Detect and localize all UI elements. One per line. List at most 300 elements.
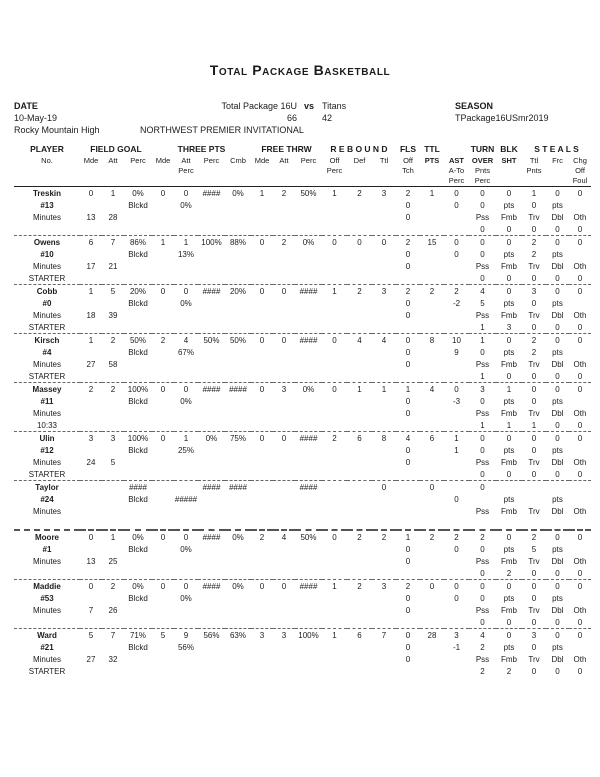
- player-number: #24: [40, 494, 54, 504]
- player-row-starter: [14, 223, 591, 236]
- spacer: [420, 493, 444, 505]
- ft-made: 0: [251, 285, 273, 298]
- spacer: [251, 665, 273, 677]
- player-row-sub: [14, 444, 591, 456]
- reb-def: 4: [347, 334, 372, 347]
- spacer: [295, 653, 322, 665]
- spacer: [174, 370, 198, 383]
- spacer: [80, 248, 102, 260]
- spacer: [152, 166, 174, 176]
- col-reb-off: Off: [329, 156, 340, 165]
- turn-pnts: 0: [480, 445, 485, 455]
- spacer: [322, 444, 347, 456]
- ast-ato: 0: [454, 544, 459, 554]
- spacer: [372, 616, 396, 629]
- spacer: [295, 616, 322, 629]
- spacer: [295, 166, 322, 176]
- spacer: [546, 166, 569, 176]
- spacer: [546, 176, 569, 187]
- spacer: [295, 543, 322, 555]
- spacer: [152, 641, 174, 653]
- game-info: [0, 101, 600, 141]
- pss-label: Pss: [475, 310, 490, 320]
- assists: 0: [444, 187, 469, 200]
- spacer: [225, 321, 251, 334]
- spacer: [273, 604, 295, 616]
- turn-pnts: 2: [480, 642, 485, 652]
- blocked-label: Blckd: [128, 593, 148, 603]
- spacer: [420, 370, 444, 383]
- spacer: [102, 543, 124, 555]
- dbl-label: Dbl: [551, 457, 564, 467]
- 3p-att-perc: 67%: [177, 347, 194, 357]
- spacer: [322, 309, 347, 321]
- spacer: [322, 370, 347, 383]
- spacer: [225, 555, 251, 567]
- reb-off: 1: [322, 580, 347, 593]
- spacer: [273, 468, 295, 481]
- fls-perc: 0: [405, 261, 411, 271]
- spacer: [372, 395, 396, 407]
- fls-tch: 0: [405, 298, 411, 308]
- spacer: [102, 166, 124, 176]
- spacer: [225, 166, 251, 176]
- player-row-main: [14, 629, 591, 642]
- fls-perc: 0: [405, 359, 411, 369]
- spacer: [322, 592, 347, 604]
- steals-ttl: 0: [522, 580, 546, 593]
- trv-label: Trv: [528, 359, 540, 369]
- starter-label: [14, 517, 80, 530]
- spacer: [569, 641, 591, 653]
- spacer: [569, 592, 591, 604]
- fg-made: 3: [80, 432, 102, 445]
- col-group-free-thrw: FREE THRW: [261, 144, 312, 154]
- spacer: [102, 616, 124, 629]
- col-fls-tch: Tch: [402, 166, 414, 175]
- spacer: [14, 166, 80, 176]
- reb-ttl: 0: [372, 236, 396, 249]
- fg-perc: 100%: [124, 383, 152, 396]
- spacer: [295, 176, 322, 187]
- player-number: #0: [42, 298, 52, 308]
- 3p-made: 2: [152, 334, 174, 347]
- spacer: [295, 297, 322, 309]
- 3p-cmb: 0%: [225, 580, 251, 593]
- player-number: #11: [40, 396, 54, 406]
- trv-value: 0: [531, 568, 537, 578]
- spacer: [273, 370, 295, 383]
- spacer: [174, 321, 198, 334]
- spacer: [420, 616, 444, 629]
- spacer: [152, 543, 174, 555]
- spacer: [295, 309, 322, 321]
- turn-pnts: 0: [480, 347, 485, 357]
- spacer: [372, 493, 396, 505]
- col-group-ttl: TTL: [424, 144, 440, 154]
- spacer: [198, 395, 225, 407]
- col-3p-att-perc: Perc: [178, 166, 194, 175]
- spacer: [444, 555, 469, 567]
- col-stl-ttl: Ttl: [529, 156, 539, 165]
- fg-att: 1: [102, 530, 124, 543]
- page-title: Total Package Basketball: [209, 62, 391, 78]
- spacer: [347, 543, 372, 555]
- spacer: [569, 493, 591, 505]
- fls-off: 2: [396, 285, 420, 298]
- dbl-value: 0: [555, 371, 560, 381]
- spacer: [273, 493, 295, 505]
- spacer: [372, 505, 396, 517]
- spacer: [420, 272, 444, 285]
- fmb-label: Fmb: [501, 506, 517, 516]
- trv-label: Trv: [528, 457, 540, 467]
- fmb-value: 0: [506, 617, 512, 627]
- spacer: [198, 321, 225, 334]
- trv-label: Trv: [528, 261, 540, 271]
- ft-made: 0: [251, 383, 273, 396]
- fls-perc: 0: [405, 457, 411, 467]
- ft-perc: ####: [295, 285, 322, 298]
- spacer: [80, 616, 102, 629]
- spacer: [225, 395, 251, 407]
- spacer: [225, 592, 251, 604]
- steals-ttl: 3: [522, 629, 546, 642]
- player-row-starter: [14, 272, 591, 285]
- 3p-made: 0: [152, 187, 174, 200]
- spacer: [152, 468, 174, 481]
- starter-label: STARTER: [28, 273, 66, 283]
- stl-pnts: 0: [531, 298, 537, 308]
- turn-pts-label: pts: [503, 544, 515, 554]
- fmb-value: 3: [506, 322, 512, 332]
- spacer: [295, 419, 322, 432]
- spacer: [251, 321, 273, 334]
- charges: 0: [569, 285, 591, 298]
- spacer: [124, 468, 152, 481]
- 3p-perc: ####: [198, 481, 225, 494]
- spacer: [80, 370, 102, 383]
- reb-off: 0: [322, 236, 347, 249]
- spacer: [273, 517, 295, 530]
- stl-pts-label: pts: [552, 445, 563, 455]
- turn-pnts: 0: [480, 200, 485, 210]
- fls-off: 4: [396, 432, 420, 445]
- spacer: [198, 407, 225, 419]
- spacer: [347, 395, 372, 407]
- spacer: [124, 211, 152, 223]
- spacer: [225, 444, 251, 456]
- spacer: [102, 272, 124, 285]
- reb-def: 2: [347, 580, 372, 593]
- turn-pts-label: pts: [503, 494, 515, 504]
- assists: 0: [444, 236, 469, 249]
- 3p-att: 0: [174, 285, 198, 298]
- fmb-label: Fmb: [501, 654, 517, 664]
- spacer: [347, 223, 372, 236]
- spacer: [444, 321, 469, 334]
- forced: [546, 481, 569, 494]
- spacer: [80, 665, 102, 677]
- spacer: [225, 248, 251, 260]
- col-sht: SHT: [501, 156, 517, 165]
- player-row-sub: [14, 199, 591, 211]
- ft-made: 3: [251, 629, 273, 642]
- col-over: OVER: [471, 156, 494, 165]
- spacer: [273, 407, 295, 419]
- spacer: [396, 321, 420, 334]
- spacer: [444, 223, 469, 236]
- spacer: [273, 641, 295, 653]
- spacer: [198, 260, 225, 272]
- spacer: [174, 176, 198, 187]
- blocked-label: Blckd: [128, 396, 148, 406]
- minutes-label: Minutes: [32, 408, 61, 418]
- assists: 10: [444, 334, 469, 347]
- steals-ttl: [522, 481, 546, 494]
- minutes-label: Minutes: [32, 457, 61, 467]
- spacer: [347, 444, 372, 456]
- col-ft-mde: Mde: [254, 156, 270, 165]
- spacer: [174, 517, 198, 530]
- spacer: [444, 653, 469, 665]
- total-points: 6: [420, 432, 444, 445]
- fmb-label: Fmb: [501, 457, 517, 467]
- turn-pts-label: pts: [503, 298, 515, 308]
- fmb-value: 0: [506, 469, 512, 479]
- fg-att: 7: [102, 629, 124, 642]
- spacer: [198, 468, 225, 481]
- spacer: [251, 592, 273, 604]
- oth-label: Oth: [573, 408, 587, 418]
- spacer: [347, 419, 372, 432]
- spacer: [347, 199, 372, 211]
- spacer: [152, 211, 174, 223]
- spacer: [251, 641, 273, 653]
- spacer: [295, 395, 322, 407]
- spacer: [102, 199, 124, 211]
- assists: [444, 481, 469, 494]
- forced: 0: [546, 530, 569, 543]
- player-row-main: [14, 530, 591, 543]
- fls-off: 2: [396, 187, 420, 200]
- spacer: [124, 321, 152, 334]
- 3p-perc: 100%: [198, 236, 225, 249]
- spacer: [251, 419, 273, 432]
- tournament: NORTHWEST PREMIER INVITATIONAL: [140, 125, 304, 135]
- vs-label: vs: [304, 101, 315, 111]
- stl-pnts: 0: [531, 396, 537, 406]
- player-row-main: [14, 334, 591, 347]
- turnovers: 0: [469, 236, 496, 249]
- spacer: [152, 505, 174, 517]
- steals-ttl: 3: [522, 285, 546, 298]
- spacer: [174, 260, 198, 272]
- turn-pnts: 0: [480, 249, 485, 259]
- fls-off: 0: [396, 334, 420, 347]
- 3p-cmb: 0%: [225, 187, 251, 200]
- forced: 0: [546, 580, 569, 593]
- pss-value: 1: [480, 371, 485, 381]
- 3p-cmb: 75%: [225, 432, 251, 445]
- charges: 0: [569, 432, 591, 445]
- reb-def: 2: [347, 285, 372, 298]
- starter-label: STARTER: [28, 322, 66, 332]
- minutes-value: 27: [86, 654, 96, 664]
- 3p-att-perc: 0%: [180, 200, 192, 210]
- spacer: [198, 358, 225, 370]
- spacer: [102, 223, 124, 236]
- oth-value: 0: [577, 371, 583, 381]
- spacer: [225, 468, 251, 481]
- spacer: [80, 468, 102, 481]
- spacer: [420, 592, 444, 604]
- spacer: [444, 567, 469, 580]
- player-row-main: [14, 285, 591, 298]
- reb-ttl: 7: [372, 629, 396, 642]
- blocked-label: Blckd: [128, 544, 148, 554]
- player-row-main: [14, 187, 591, 200]
- charges: 0: [569, 187, 591, 200]
- player-row-minutes: [14, 653, 591, 665]
- spacer: [347, 641, 372, 653]
- fmb-label: Fmb: [501, 310, 517, 320]
- spacer: [372, 567, 396, 580]
- minutes-label: Minutes: [32, 506, 61, 516]
- blocked-shots: 0: [496, 236, 522, 249]
- forced: 0: [546, 629, 569, 642]
- stats-header-sub3: [14, 176, 591, 187]
- spacer: [124, 309, 152, 321]
- spacer: [152, 346, 174, 358]
- spacer: [152, 555, 174, 567]
- oth-value: 0: [577, 273, 583, 283]
- player-row-minutes: [14, 260, 591, 272]
- team2-score: 42: [322, 113, 333, 123]
- forced: 0: [546, 187, 569, 200]
- spacer: [225, 260, 251, 272]
- charges: 0: [569, 530, 591, 543]
- spacer: [444, 517, 469, 530]
- spacer: [372, 543, 396, 555]
- total-points: 4: [420, 383, 444, 396]
- spacer: [273, 211, 295, 223]
- assists: 2: [444, 285, 469, 298]
- pss-label: Pss: [475, 457, 490, 467]
- pss-value: 0: [480, 469, 485, 479]
- spacer: [273, 592, 295, 604]
- ft-perc: 0%: [295, 236, 322, 249]
- ft-att: 2: [273, 187, 295, 200]
- location: Rocky Mountain High: [14, 125, 100, 135]
- spacer: [372, 592, 396, 604]
- spacer: [251, 468, 273, 481]
- spacer: [420, 223, 444, 236]
- 3p-att-perc: 0%: [180, 593, 192, 603]
- spacer: [225, 297, 251, 309]
- spacer: [420, 166, 444, 176]
- spacer: [273, 665, 295, 677]
- spacer: [295, 444, 322, 456]
- spacer: [295, 468, 322, 481]
- spacer: [80, 223, 102, 236]
- fls-tch: 0: [405, 249, 411, 259]
- spacer: [251, 223, 273, 236]
- minutes-value: 18: [86, 310, 96, 320]
- spacer: [102, 468, 124, 481]
- oth-value: 0: [577, 420, 583, 430]
- stl-pnts: 0: [531, 642, 537, 652]
- spacer: [322, 321, 347, 334]
- ast-ato: 0: [454, 200, 459, 210]
- player-number: #21: [40, 642, 54, 652]
- spacer: [372, 166, 396, 176]
- fls-tch: 0: [405, 396, 411, 406]
- spacer: [295, 407, 322, 419]
- spacer: [347, 665, 372, 677]
- turn-pnts: 0: [480, 593, 485, 603]
- stl-pts-label: pts: [552, 200, 563, 210]
- spacer: [273, 321, 295, 334]
- season-label: SEASON: [455, 101, 494, 111]
- spacer: [152, 665, 174, 677]
- turn-pnts: 0: [480, 544, 485, 554]
- spacer: [496, 176, 522, 187]
- spacer: [295, 517, 322, 530]
- spacer: [124, 407, 152, 419]
- spacer: [347, 456, 372, 468]
- stl-pts-label: pts: [552, 298, 563, 308]
- spacer: [569, 543, 591, 555]
- fg-att: 2: [102, 334, 124, 347]
- spacer: [225, 543, 251, 555]
- starter-label: [14, 223, 80, 236]
- spacer: [251, 604, 273, 616]
- spacer: [80, 543, 102, 555]
- spacer: [396, 665, 420, 677]
- col-group-rebound: R E B O U N D: [330, 144, 388, 154]
- ft-att: 0: [273, 334, 295, 347]
- spacer: [225, 309, 251, 321]
- reb-off: 2: [322, 432, 347, 445]
- stl-pts-label: pts: [552, 249, 563, 259]
- spacer: [295, 555, 322, 567]
- spacer: [251, 395, 273, 407]
- charges: 0: [569, 383, 591, 396]
- spacer: [322, 395, 347, 407]
- minutes-value: 24: [86, 457, 96, 467]
- spacer: [444, 468, 469, 481]
- stl-pts-label: pts: [552, 396, 563, 406]
- total-points: 0: [420, 580, 444, 593]
- trv-value: 0: [531, 371, 537, 381]
- fmb-label: Fmb: [501, 212, 517, 222]
- player-row-minutes: [14, 555, 591, 567]
- spacer: [420, 517, 444, 530]
- stats-header-groups: [14, 143, 591, 156]
- spacer: [102, 370, 124, 383]
- spacer: [124, 505, 152, 517]
- spacer: [251, 248, 273, 260]
- fg-perc: 0%: [124, 580, 152, 593]
- spacer: [102, 517, 124, 530]
- spacer: [80, 493, 102, 505]
- forced: 0: [546, 334, 569, 347]
- fg-made: 0: [80, 530, 102, 543]
- spacer: [124, 456, 152, 468]
- player-row-starter: [14, 370, 591, 383]
- spacer: [372, 665, 396, 677]
